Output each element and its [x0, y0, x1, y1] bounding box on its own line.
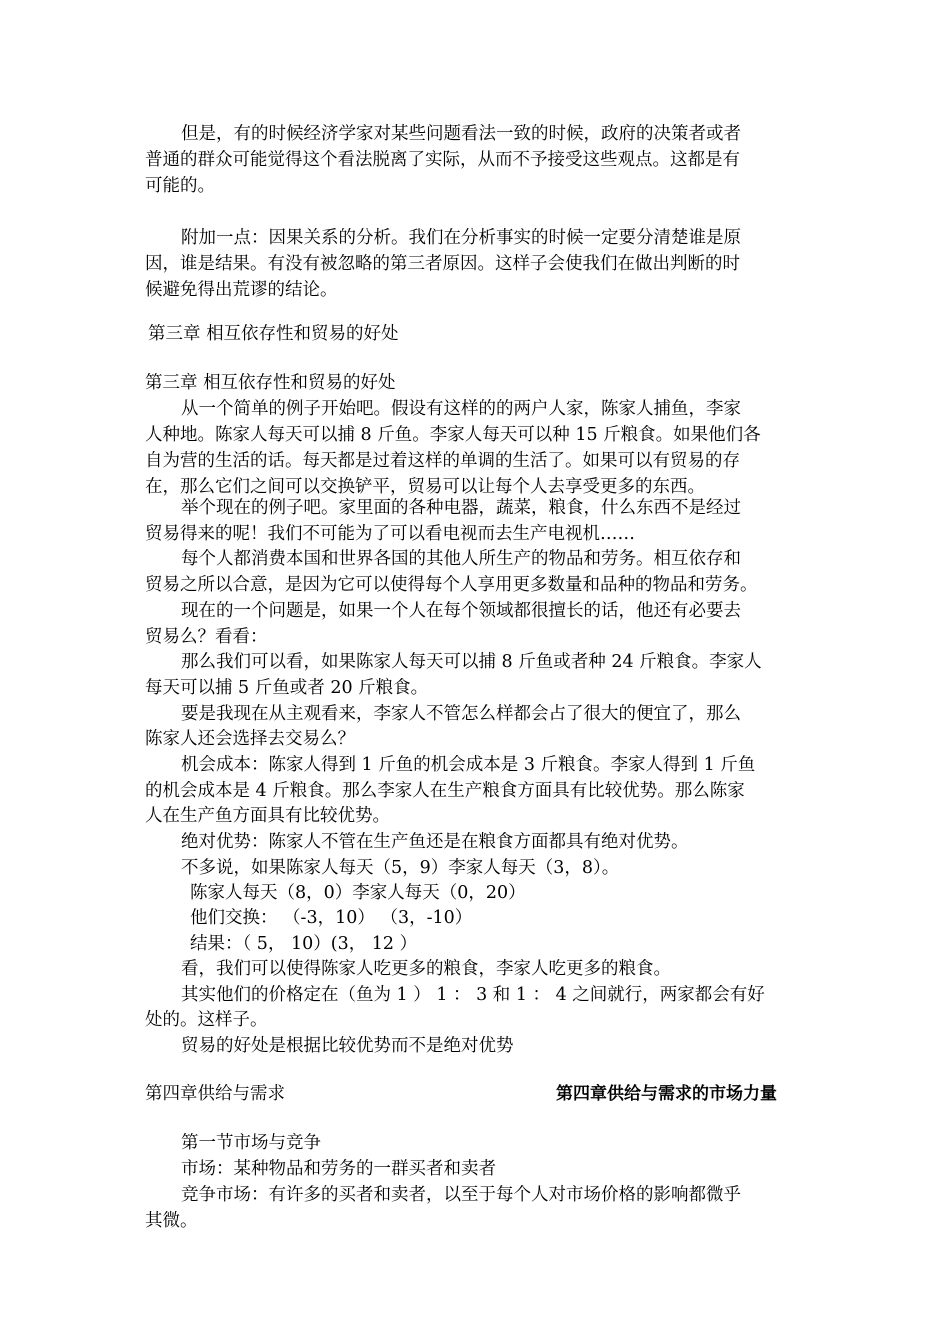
text-line: 每天可以捕 5 斤鱼或者 20 斤粮食。: [145, 678, 429, 698]
section-heading: 第一节市场与竞争: [181, 1133, 321, 1153]
text-line: 人在生产鱼方面具有比较优势。: [145, 806, 390, 826]
text-line: 要是我现在从主观看来，李家人不管怎么样都会占了很大的便宜了，那么: [181, 704, 741, 724]
text-line: 市场：某种物品和劳务的一群买者和卖者: [181, 1159, 496, 1179]
text-line: 现在的一个问题是，如果一个人在每个领域都很擅长的话，他还有必要去: [181, 601, 741, 621]
text-line: 在，那么它们之间可以交换铲平，贸易可以让每个人去享受更多的东西。: [145, 477, 705, 497]
text-line: 竞争市场：有许多的买者和卖者，以至于每个人对市场价格的影响都微乎: [181, 1185, 741, 1205]
text-line: 机会成本：陈家人得到 1 斤鱼的机会成本是 3 斤粮食。李家人得到 1 斤鱼: [181, 755, 756, 775]
text-line: 人种地。陈家人每天可以捕 8 斤鱼。李家人每天可以种 15 斤粮食。如果他们各: [145, 425, 761, 445]
chapter-heading: 第三章 相互依存性和贸易的好处: [145, 373, 396, 393]
text-line: 从一个简单的例子开始吧。假设有这样的的两户人家，陈家人捕鱼，李家: [181, 399, 741, 419]
text-line: 可能的。: [145, 176, 215, 196]
text-line: 候避免得出荒谬的结论。: [145, 280, 338, 300]
text-line: 贸易得来的呢！我们不可能为了可以看电视而去生产电视机……: [145, 524, 635, 544]
text-line: 看，我们可以使得陈家人吃更多的粮食，李家人吃更多的粮食。: [181, 959, 671, 979]
text-line: 每个人都消费本国和世界各国的其他人所生产的物品和劳务。相互依存和: [181, 549, 741, 569]
text-line: 因，谁是结果。有没有被忽略的第三者原因。这样子会使我们在做出判断的时: [145, 254, 740, 274]
chapter-heading: 第四章供给与需求: [145, 1084, 285, 1104]
text-line: 普通的群众可能觉得这个看法脱离了实际，从而不予接受这些观点。这都是有: [145, 150, 740, 170]
text-line: 自为营的生活的话。每天都是过着这样的单调的生活了。如果可以有贸易的存: [145, 451, 740, 471]
text-line: 贸易么？看看：: [145, 627, 268, 647]
text-line: 结果：（ 5， 10）(3， 12 ）: [190, 934, 418, 954]
text-line: 的机会成本是 4 斤粮食。那么李家人在生产粮食方面具有比较优势。那么陈家: [145, 781, 745, 801]
text-line: 举个现在的例子吧。家里面的各种电器，蔬菜，粮食，什么东西不是经过: [181, 498, 741, 518]
chapter-heading: 第三章 相互依存性和贸易的好处: [148, 324, 399, 344]
text-line: 那么我们可以看，如果陈家人每天可以捕 8 斤鱼或者种 24 斤粮食。李家人: [181, 652, 762, 672]
text-line: 陈家人还会选择去交易么？: [145, 729, 355, 749]
text-line: 贸易之所以合意，是因为它可以使得每个人享用更多数量和品种的物品和劳务。: [145, 575, 758, 595]
text-line: 他们交换： （-3，10） （3，-10）: [190, 908, 473, 928]
chapter-title-bold: 第四章供给与需求的市场力量: [556, 1084, 777, 1104]
text-line: 不多说，如果陈家人每天（5，9）李家人每天（3，8）。: [181, 858, 620, 878]
text-line: 处的。这样子。: [145, 1010, 268, 1030]
text-line: 贸易的好处是根据比较优势而不是绝对优势: [181, 1036, 514, 1056]
text-line: 附加一点：因果关系的分析。我们在分析事实的时候一定要分清楚谁是原: [181, 228, 741, 248]
text-line: 陈家人每天（8，0）李家人每天（0，20）: [190, 883, 526, 903]
text-line: 其微。: [145, 1211, 198, 1231]
text-line: 但是，有的时候经济学家对某些问题看法一致的时候，政府的决策者或者: [181, 124, 741, 144]
text-line: 绝对优势：陈家人不管在生产鱼还是在粮食方面都具有绝对优势。: [181, 832, 689, 852]
text-line: 其实他们的价格定在（鱼为 1 ） 1 ： 3 和 1 ： 4 之间就行，两家都会有好: [181, 985, 765, 1005]
